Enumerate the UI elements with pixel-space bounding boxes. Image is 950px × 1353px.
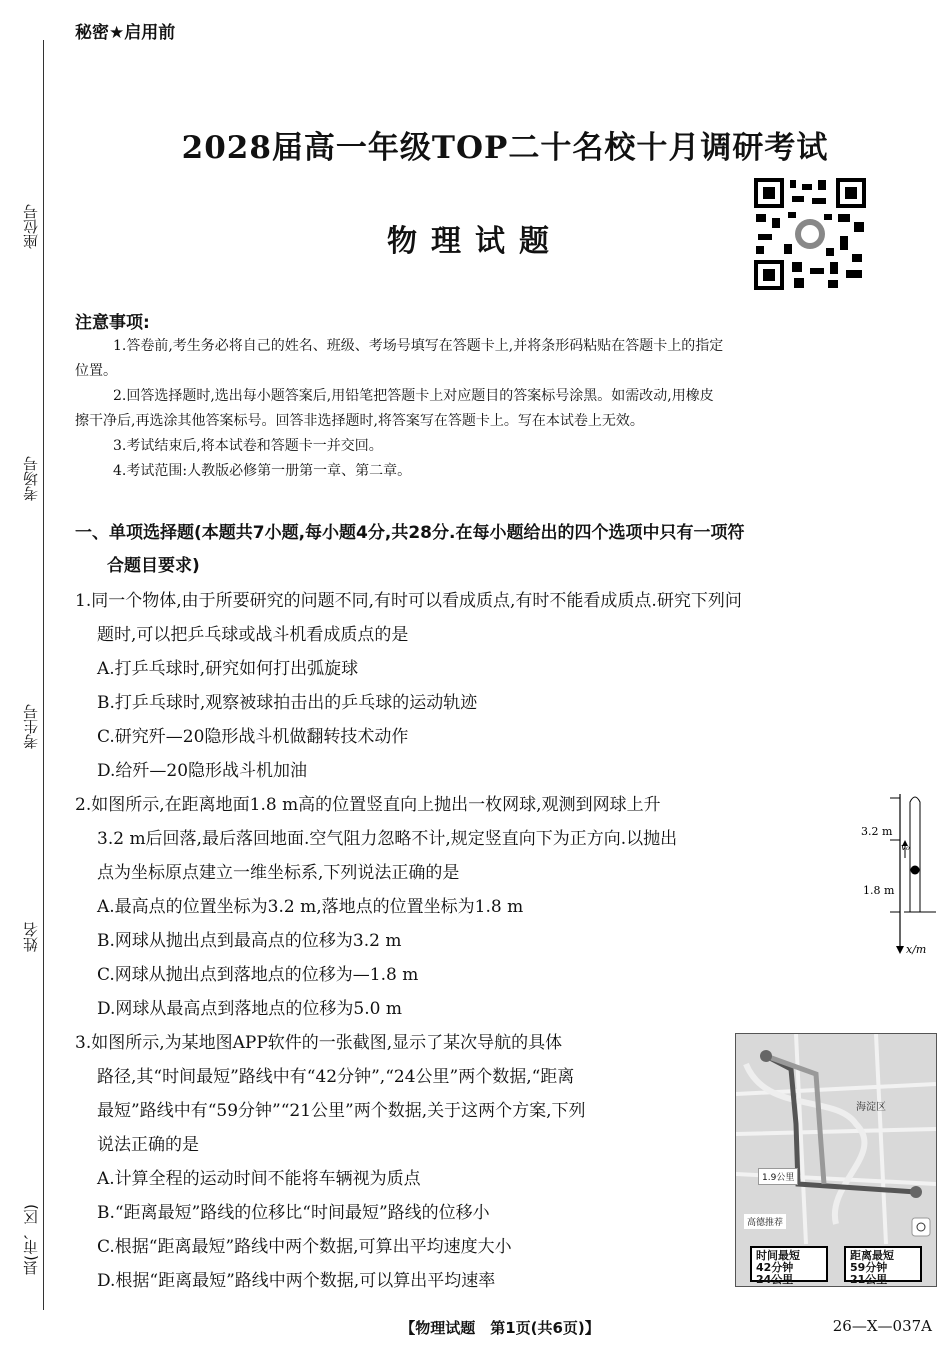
student-number-label: 考生号	[20, 700, 41, 753]
question-3	[75, 1026, 735, 1298]
section-heading	[75, 517, 937, 583]
question-stem: 说法正确的是	[97, 1135, 199, 1155]
subject-title: 物理试题	[387, 224, 563, 259]
county-label: 县(市、区)	[20, 1200, 41, 1280]
confidential-mark: 秘密★启用前	[75, 23, 176, 43]
option-b[interactable]: B.网球从抛出点到最高点的位移为3.2 m	[97, 931, 402, 951]
option-c[interactable]: C.研究歼—20隐形战斗机做翻转技术动作	[97, 727, 409, 747]
notice-item: 位置。	[75, 363, 117, 379]
option-a[interactable]: A.计算全程的运动时间不能将车辆视为质点	[97, 1169, 421, 1189]
tennis-ball-diagram	[860, 790, 938, 960]
distance-tag: 1.9公里	[758, 1168, 798, 1185]
question-stem: 1.同一个物体,由于所要研究的问题不同,有时可以看成质点,有时不能看成质点.研究下列问	[75, 591, 742, 611]
option-a[interactable]: A.最高点的位置坐标为3.2 m,落地点的位置坐标为1.8 m	[97, 897, 524, 917]
question-stem: 路径,其“时间最短”路线中有“42分钟”,“24公里”两个数据,“距离	[97, 1067, 575, 1087]
height-label-bottom: 1.8 m	[863, 884, 895, 897]
district-label: 海淀区	[856, 1102, 886, 1113]
exam-room-label: 考场号	[20, 452, 41, 505]
option-c[interactable]: C.根据“距离最短”路线中两个数据,可算出平均速度大小	[97, 1237, 512, 1257]
question-stem: 3.2 m后回落,最后落回地面.空气阻力忽略不计,规定竖直向下为正方向.以抛出	[97, 829, 678, 849]
name-label: 姓名	[20, 918, 41, 956]
option-b[interactable]: B.打乒乓球时,观察被球拍击出的乒乓球的运动轨迹	[97, 693, 478, 713]
shortest-distance-box	[844, 1246, 922, 1286]
box-line: 24公里	[756, 1273, 794, 1286]
notice-item: 3.考试结束后,将本试卷和答题卡一并交回。	[113, 438, 383, 454]
box-line: 距离最短	[850, 1249, 894, 1262]
option-a[interactable]: A.打乒乓球时,研究如何打出弧旋球	[97, 659, 359, 679]
seat-number-label: 座位号	[20, 200, 41, 253]
paper-code: 26—X—037A	[832, 1317, 932, 1335]
box-line: 时间最短	[756, 1249, 800, 1262]
qr-code	[754, 178, 866, 290]
box-line: 42分钟	[756, 1261, 794, 1274]
notice-item: 4.考试范围:人教版必修第一册第一章、第二章。	[113, 463, 412, 479]
option-d[interactable]: D.根据“距离最短”路线中两个数据,可以算出平均速率	[97, 1271, 496, 1291]
exam-title: 2028届高一年级TOP二十名校十月调研考试	[181, 130, 829, 166]
section-heading-line: 合题目要求)	[107, 556, 200, 576]
question-stem: 最短”路线中有“59分钟”“21公里”两个数据,关于这两个方案,下列	[97, 1101, 586, 1121]
option-d[interactable]: D.给歼—20隐形战斗机加油	[97, 761, 308, 781]
notice-title: 注意事项:	[75, 313, 150, 333]
section-heading-line: 一、单项选择题(本题共7小题,每小题4分,共28分.在每小题给出的四个选项中只有一项符	[75, 523, 745, 543]
option-c[interactable]: C.网球从抛出点到落地点的位移为—1.8 m	[97, 965, 419, 985]
notice-item: 擦干净后,再选涂其他答案标号。回答非选择题时,将答案写在答题卡上。写在本试卷上无效。	[75, 413, 644, 429]
navigation-map-screenshot	[735, 1033, 937, 1287]
option-b[interactable]: B.“距离最短”路线的位移比“时间最短”路线的位移小	[97, 1203, 490, 1223]
question-1	[75, 584, 937, 788]
shortest-time-box	[750, 1246, 828, 1286]
height-label-top: 3.2 m	[861, 825, 893, 838]
question-2	[75, 788, 865, 1026]
question-stem: 2.如图所示,在距离地面1.8 m高的位置竖直向上抛出一枚网球,观测到网球上升	[75, 795, 661, 815]
box-line: 21公里	[850, 1273, 888, 1286]
notice-item: 2.回答选择题时,选出每小题答案后,用铅笔把答题卡上对应题目的答案标号涂黑。如需改动,用橡皮	[113, 388, 714, 404]
recommend-tab: 高德推荐	[744, 1214, 786, 1229]
velocity-label: v₀	[901, 843, 910, 853]
axis-label: x/m	[906, 943, 927, 956]
notice-item: 1.答卷前,考生务必将自己的姓名、班级、考场号填写在答题卡上,并将条形码粘贴在答题卡上的指定	[113, 338, 724, 354]
question-stem: 点为坐标原点建立一维坐标系,下列说法正确的是	[97, 863, 460, 883]
question-stem: 3.如图所示,为某地图APP软件的一张截图,显示了某次导航的具体	[75, 1033, 563, 1053]
page-footer: 【物理试题 第1页(共6页)】	[400, 1319, 600, 1337]
option-d[interactable]: D.网球从最高点到落地点的位移为5.0 m	[97, 999, 402, 1019]
notice-list	[75, 334, 935, 484]
question-stem: 题时,可以把乒乓球或战斗机看成质点的是	[97, 625, 409, 645]
box-line: 59分钟	[850, 1261, 888, 1274]
